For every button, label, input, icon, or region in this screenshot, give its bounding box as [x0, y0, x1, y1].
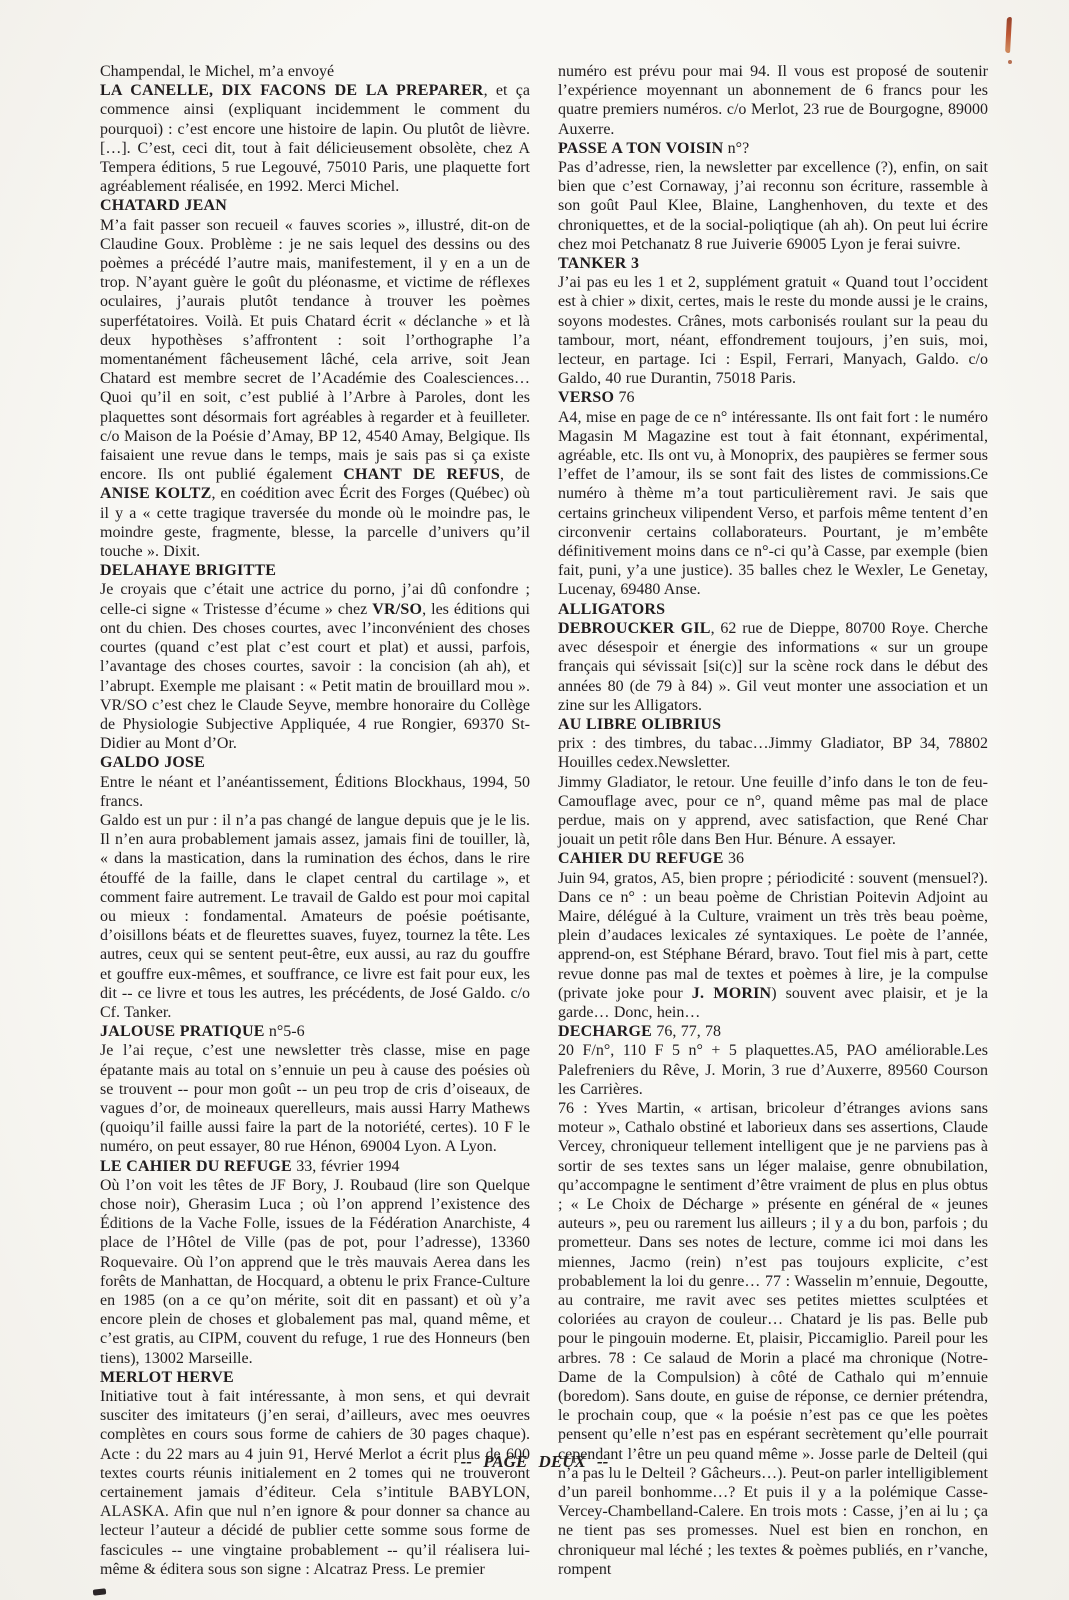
red-pen-dot-artifact: [1008, 60, 1012, 64]
entry-heading: CHATARD JEAN: [100, 197, 228, 215]
entry-paragraph: Champendal, le Michel, m’a envoyé: [100, 63, 335, 80]
entry-heading: JALOUSE PRATIQUE n°5-6: [100, 1023, 305, 1041]
page-number-footer: -- PAGE DEUX --: [460, 1452, 609, 1471]
entry-paragraph: LA CANELLE, DIX FACONS DE LA PREPARER, et ça commence ainsi (expliquant incidemment le comment du pourquoi) : c’est encore une histoire de lapin. Ou plutôt de lièvre. […]. C’est, ceci dit, tout à fait délicieusement obsolète, chez A Tempera éditions, 5 rue Legouvé, 75010 Paris, une plaquette fort agréablement réalisée, en 1992. Merci Michel.: [100, 82, 531, 196]
entry-paragraph: M’a fait passer son recueil « fauves scories », illustré, dit-on de Claudine Goux. Problème : je ne sais lequel des dessins ou des poèmes a précédé l’autre mais, manifestement, il y en a un de trop. N’ayant guère le goût du pléonasme, et victime de réflexes oculaires, j’aurais plutôt tendance à trouver les poèmes superfétatoires. Voilà. Et puis Chatard écrit « déclanche » et là deux hypothèses s’affrontent : soit l’orthographe l’a momentanément fâcheusement lâché, cela arrive, soit Jean Chatard est membre secret de l’Académie des Coalesciences… Quoi qu’il en soit, c’est publié à l’Arbre à Paroles, dont les plaquettes sont désormais fort agréables à regarder et à feuilleter. c/o Maison de la Poésie d’Amay, BP 12, 4540 Amay, Belgique. Ils faisaient une revue dans le temps, mais je sais pas si ça existe encore. Ils ont publié également CHANT DE REFUS, de ANISE KOLTZ, en coédition avec Écrit des Forges (Québec) où il y a « cette tragique traversée du monde où le moindre pas, le moindre geste, fragmente, blesse, la parcelle d’univers qu’il touche ». Dixit.: [100, 216, 530, 561]
entry-heading: MERLOT HERVE: [100, 1368, 234, 1386]
right-column: [558, 62, 988, 1579]
entry-paragraph: Pas d’adresse, rien, la newsletter par excellence (?), enfin, on sait bien que c’est Cornaway, j’ai reconnu son écriture, rassemble à son goût Paul Klee, Blaine, Langhenhoven, du texte et des chroniquettes, et de la social-poliqtique (ah ah). On peut lui écrire chez moi Petchanatz 8 rue Juiverie 69005 Lyon je ferai suivre.: [558, 159, 988, 253]
entry-paragraph: Initiative tout à fait intéressante, à mon sens, et qui devrait susciter des imitateurs (j’en serai, d’ailleurs, avec mes oeuvres complètes en cours sous forme de cahiers de 30 pages chaque). Acte : du 22 mars au 4 juin 91, Hervé Merlot a écrit plus de 600 textes courts réunis initialement en 2 tomes qui ne trouveront certainement jamais d’éditeur. Cela s’intitule BABYLON, ALASKA. Afin que nul n’en ignore & pour donner sa chance au lecteur l’auteur a décidé de publier cette somme sous forme de fascicules -- une vingtaine probablement -- qu’il réalisera lui-même & éditera sous son signe : Alcatraz Press. Le premier: [100, 1388, 530, 1578]
entry-paragraph: DEBROUCKER GIL, 62 rue de Dieppe, 80700 Roye. Cherche avec désespoir et énergie des informations « sur un groupe français qui sévissait [si(c)] sur la scène rock dans le début des années 80 (de 79 à 84) ». Gil veut monter une association et un zine sur les Alligators.: [558, 619, 988, 714]
entry-heading: LE CAHIER DU REFUGE 33, février 1994: [100, 1157, 400, 1175]
two-column-text-area: [100, 62, 988, 1579]
entry-heading: DECHARGE 76, 77, 78: [558, 1023, 722, 1041]
entry-heading: GALDO JOSE: [100, 754, 206, 772]
entry-paragraph: prix : des timbres, du tabac…Jimmy Gladiator, BP 34, 78802 Houilles cedex.Newsletter.: [558, 735, 988, 772]
entry-heading: AU LIBRE OLIBRIUS: [558, 715, 722, 733]
entry-paragraph: Où l’on voit les têtes de JF Bory, J. Roubaud (lire son Quelque chose noir), Gherasim Luca ; où l’on apprend l’existence des Éditions de la Vache Folle, issues de la Fédération Anarchiste, 4 place de l’Hôtel de Ville (pas de pot, pour l’adresse), 13360 Roquevaire. Où l’on apprend que le très mauvais Aerea dans les forêts de Manhattan, de Hocquard, a obtenu le prix France-Culture en 1985 (on a ce qu’on mérite, soit dit en passant) et où y’a encore plein de choses et globalement pas mal, quand même, et c’est gratis, au CIPM, couvent du refuge, 1 rue des Honneurs (ben tiens), 13002 Marseille.: [100, 1176, 530, 1367]
ink-speck-artifact: [93, 1588, 107, 1595]
red-pen-mark-artifact: [1005, 17, 1012, 53]
entry-paragraph: Je croyais que c’était une actrice du porno, j’ai dû confondre ; celle-ci signe « Tristesse d’écume » chez VR/SO, les éditions qui ont du chien. Des choses courtes, avec l’inconvénient des choses courtes (quand c’est plat c’est court et plat) et aussi, parfois, l’avantage des choses courtes, savoir : la concision (ah ah), et l’abrupt. Exemple me plaisant : « Petit matin de brouillard mou ». VR/SO c’est chez le Claude Seyve, membre honoraire du Collège de Physiologie Subjective Appliquée, 4 rue Rongier, 69370 St-Didier au Mont d’Or.: [100, 581, 530, 753]
entry-paragraph: Entre le néant et l’anéantissement, Éditions Blockhaus, 1994, 50 francs.: [100, 773, 530, 810]
entry-paragraph: A4, mise en page de ce n° intéressante. Ils ont fait fort : le numéro Magasin M Magazine est tout à fait étonnant, expérimental, agréable, etc. Ils ont vu, à Monoprix, des paupières se fermer sous l’effet de l’amour, ils se sont fait des listes de commissions.Ce numéro à thème m’a tout particulièrement ravi. Je sais que certains grincheux vilipendent Verso, et parfois même tentent d’en circonvenir certains collaborateurs. Pourtant, je m’embête définitivement moins dans ce n°-ci qu’à Casse, par exemple (bien fait, puni, y’a une justice). 35 balles chez le Wexler, Le Genetay, Lucenay, 69480 Anse.: [558, 408, 988, 599]
entry-heading: DELAHAYE BRIGITTE: [100, 562, 277, 580]
entry-heading: VERSO 76: [558, 389, 635, 407]
entry-heading: ALLIGATORS: [558, 600, 666, 618]
entry-paragraph: J’ai pas eu les 1 et 2, supplément gratuit « Quand tout l’occident est à chier » dixit, certes, mais le reste du monde aussi je le crains, soyons modestes. Crânes, mots carbonisés roulant sur la peau du tambour, mort, néant, effondrement toujours, j’en suis, moi, lecteur, en partage. Ici : Espil, Ferrari, Manyach, Galdo. c/o Galdo, 40 rue Durantin, 75018 Paris.: [558, 274, 988, 388]
entry-paragraph: Jimmy Gladiator, le retour. Une feuille d’info dans le ton de feu-Camouflage avec, pour ce n°, quand même pas mal de place perdue, mais on y apprend, avec satisfaction, que René Char jouait un petit rôle dans Ben Hur. Bénure. A essayer.: [558, 773, 988, 849]
entry-paragraph: Galdo est un pur : il n’a pas changé de langue depuis que je le lis. Il n’en aura probablement jamais assez, jamais fini de touiller, là, « dans la mastication, dans la rumination des échos, dans le rire étouffé de la faille, dans le clapet central du cartilage », et comment faire autrement. Le travail de Galdo est pour moi capital ou mieux : fondamental. Amateurs de poésie poétisante, d’oisillons béats et de fleurettes suaves, fuyez, tournez la tête. Les autres, ceux qui se sentent peut-être, eux aussi, au raz du gouffre et gouffre eux-mêmes, et souffrance, ce livre est fait pour eux, les dit -- ce livre et tous les autres, les précédents, de José Galdo. c/o Cf. Tanker.: [100, 811, 530, 1021]
entry-paragraph: 76 : Yves Martin, « artisan, bricoleur d’étranges avions sans moteur », Cathalo obstiné et laborieux dans ses assertions, Claude Vercey, chroniqueur tellement intelligent que je ne parviens pas à sortir de ses textes sans un léger malaise, genre obnubilation, qu’accompagne le sentiment d’être vraiment de plus en plus obtus ; « Le Choix de Décharge » présente en général de « jeunes auteurs », peu ou rarement lus ailleurs ; il y a du bon, parfois ; du prometteur. Dans ses notes de lecture, comme ici moi dans les miennes, Jacmo (rein) n’est pas toujours explicite, c’est probablement la loi du genre… 77 : Wasselin m’ennuie, Degoutte, au contraire, me ravit avec ses petites miettes sculptées et coloriées au crayon de couleur… Chatard je lis pas. Belle pub pour le pingouin moderne. Et, plaisir, Piccamiglio. Pareil pour les arbres. 78 : Ce salaud de Morin a placé ma chronique (Notre-Dame de la Compulsion) à côté de Cathalo qui m’ennuie (boredom). Sans doute, en guise de réponse, ce dernier prétendra, le prochain coup, que « la poésie n’est pas ce que les poètes pensent qu’elle n’est pas en espérant secrètement qu’elle pourrait cependant l’être un peu quand même ». Josse parle de Delteil (qui n’a pas lu le Delteil ? Gâcheurs…). Peut-on parler intelligiblement d’un pareil bonhomme…? Et puis il y a la polémique Casse-Vercey-Chambelland-Calere. En trois mots : Casse, j’en ai lu ; ça ne tient pas ses promesses. Nuel est bien en ronchon, en chroniqueur mal léché ; les textes & poèmes publiés, en r’vanche, rompent: [558, 1099, 988, 1578]
entry-heading: PASSE A TON VOISIN n°?: [558, 139, 750, 157]
entry-paragraph: 20 F/n°, 110 F 5 n° + 5 plaquettes.A5, PAO améliorable.Les Palefreniers du Rêve, J. Morin, 3 rue d’Auxerre, 89560 Courson les Carrières.: [558, 1042, 988, 1098]
entry-paragraph: Juin 94, gratos, A5, bien propre ; périodicité : souvent (mensuel?). Dans ce n° : un beau poème de Christian Poitevin Adjoint au Maire, délégué à la Culture, vraiment un très très beau poème, plein d’audaces lexicales zé syntaxiques. Le poète de l’année, apprend-on, est Stéphane Bérard, bravo. Tout fiel mis à part, cette revue donne pas mal de textes et poèmes à lire, je la compulse (private joke pour J. MORIN) souvent avec plaisir, et je la garde… Donc, hein…: [558, 869, 988, 1021]
entry-paragraph: Je l’ai reçue, c’est une newsletter très classe, mise en page épatante mais au total on s’ennuie un peu à cause des poésies où se trouvent -- pour mon goût -- un peu trop de cris d’oiseaux, de vagues d’or, de moineaux querelleurs, mais aussi Harry Mathews (quoiqu’il faille aussi faire la part de la notoriété, certes). 10 F le numéro, on peut essayer, 80 rue Hénon, 69004 Lyon. A Lyon.: [100, 1042, 530, 1156]
entry-heading: CAHIER DU REFUGE 36: [558, 850, 744, 868]
entry-paragraph: numéro est prévu pour mai 94. Il vous est proposé de soutenir l’expérience moyennant un abonnement de 6 francs pour les quatre premiers numéros. c/o Merlot, 23 rue de Bourgogne, 89000 Auxerre.: [558, 63, 988, 138]
entry-heading: TANKER 3: [558, 255, 640, 273]
left-column: [100, 62, 530, 1579]
